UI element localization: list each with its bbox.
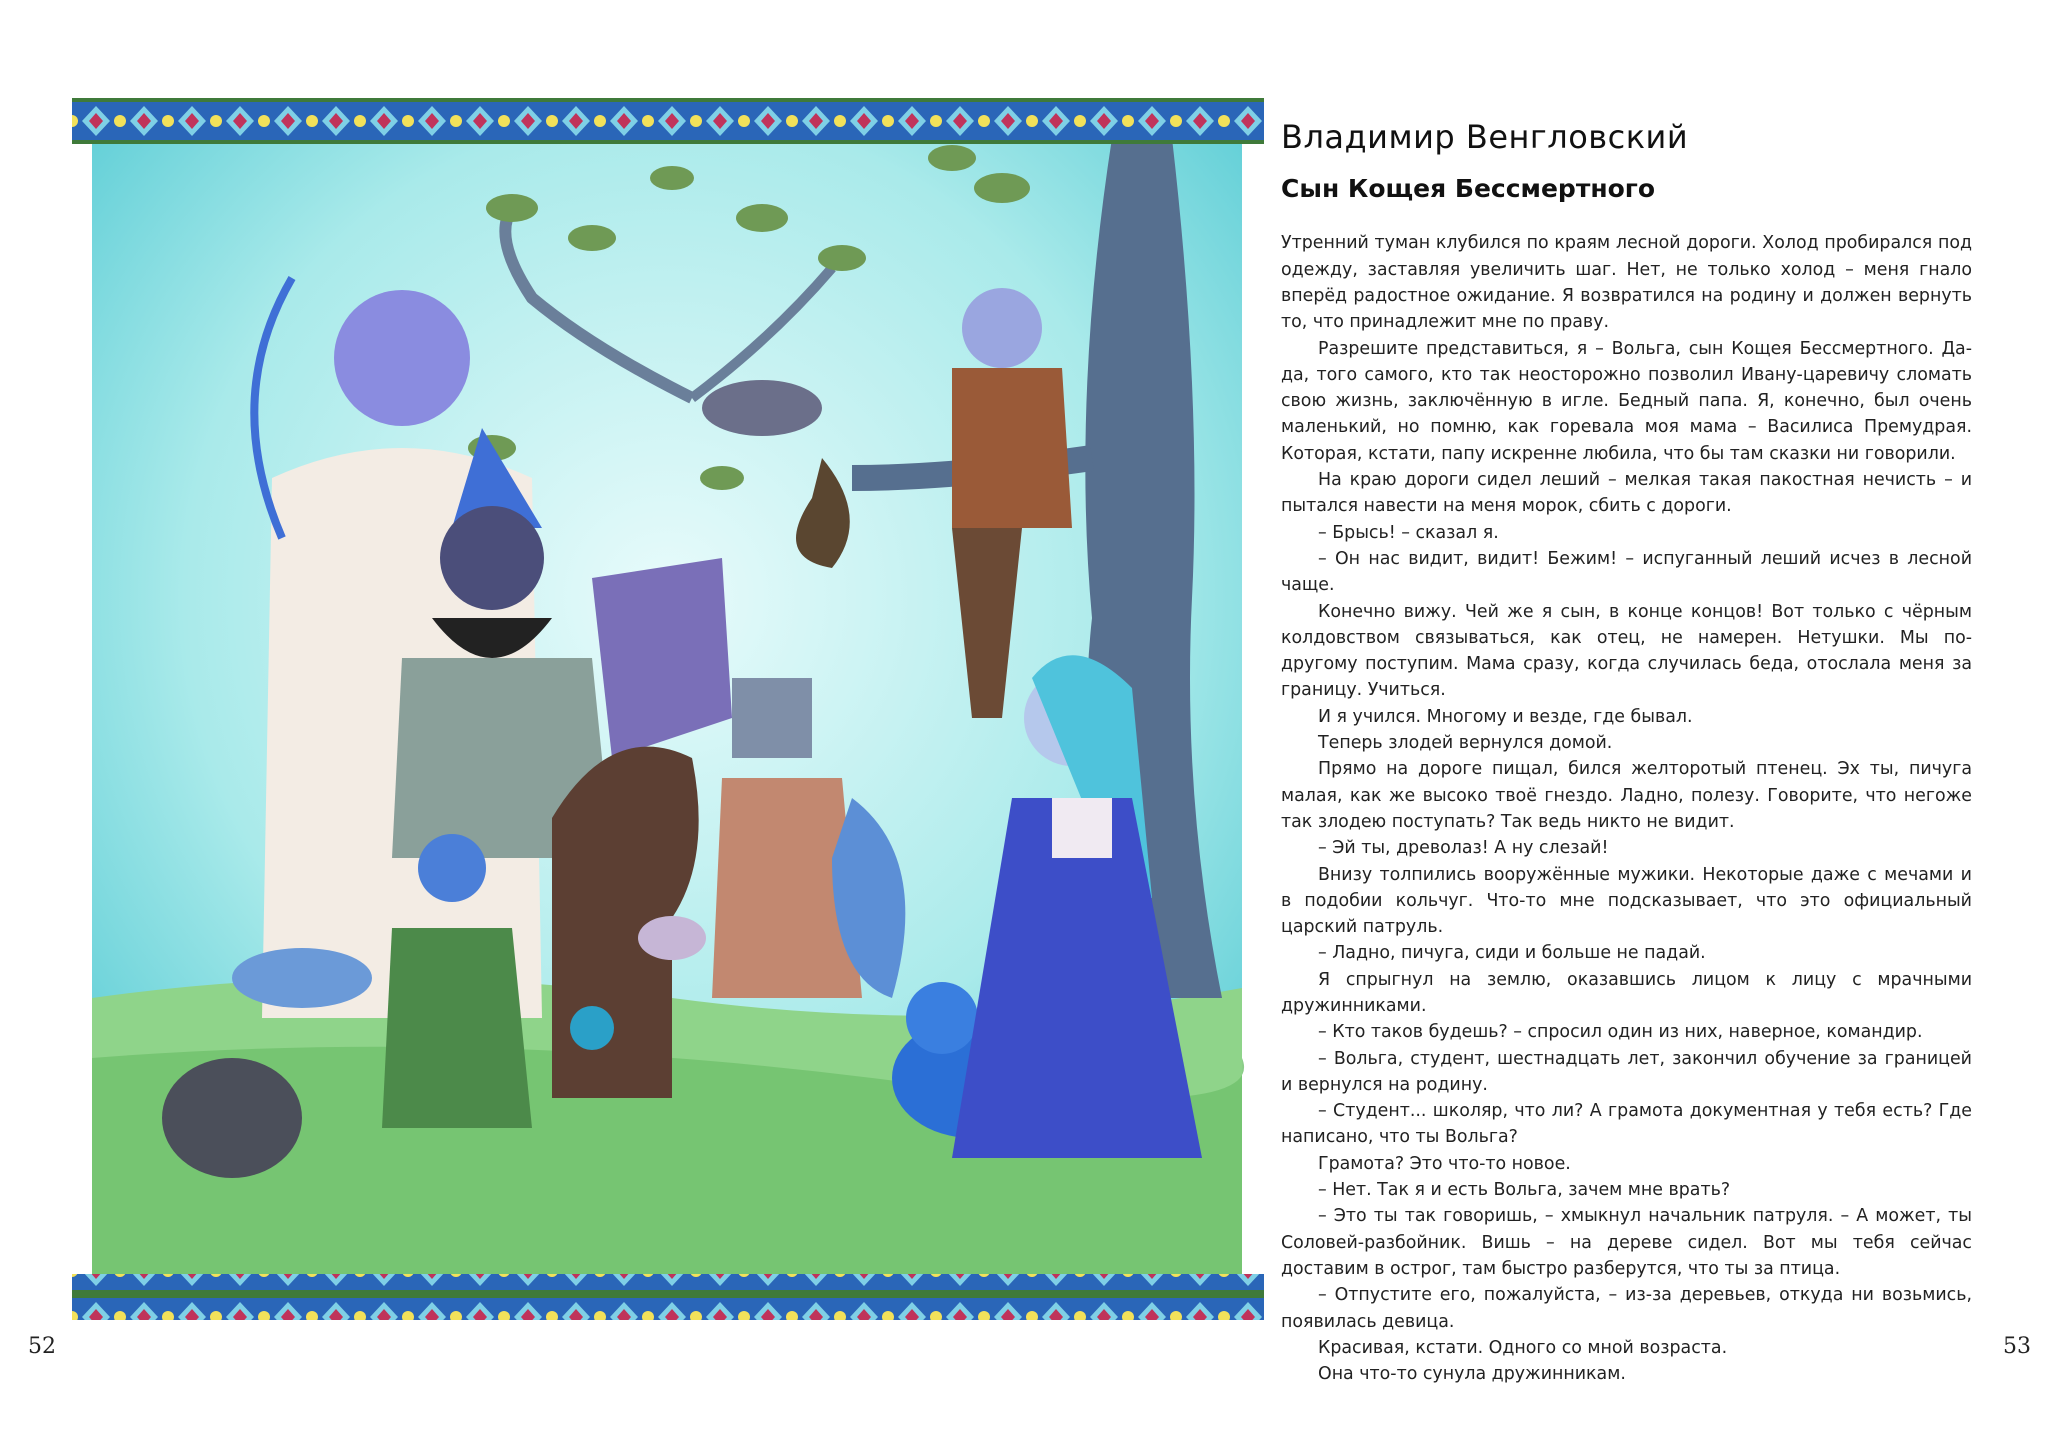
story-paragraph: Конечно вижу. Чей же я сын, в конце концов! Вот только с чёрным колдовством связываться, как отец, не намерен. Нетушки. Мы по-другому поступим. Мама сразу, когда случилась беда, отослала меня за границу. Учиться. [1281, 601, 1972, 701]
story-paragraph: Я спрыгнул на землю, оказавшись лицом к лицу с мрачными дружинниками. [1281, 969, 1972, 1016]
story-paragraph: И я учился. Многому и везде, где бывал. [1318, 706, 1693, 727]
story-paragraph: Внизу толпились вооружённые мужики. Некоторые даже с мечами и в подобии кольчуг. Что-то мне подсказывает, что это официальный царский патруль. [1281, 864, 1972, 938]
story-title: Сын Кощея Бессмертного [1281, 174, 1655, 204]
story-paragraph: – Студент... школяр, что ли? А грамота документная у тебя есть? Где написано, что ты Вольга? [1281, 1101, 1972, 1148]
story-paragraph: – Брысь! – сказал я. [1318, 522, 1499, 543]
story-paragraph: – Эй ты, древолаз! А ну слезай! [1318, 838, 1609, 859]
page-number-right: 53 [2003, 1334, 2031, 1359]
text-column [1281, 118, 1972, 1387]
story-paragraph: Она что-то сунула дружинникам. [1318, 1364, 1626, 1385]
story-paragraph: – Отпустите его, пожалуйста, – из-за деревьев, откуда ни возьмись, появилась девица. [1281, 1285, 1972, 1332]
story-paragraph: Разрешите представиться, я – Вольга, сын Кощея Бессмертного. Да-да, того самого, кто так неосторожно позволил Ивану-царевичу сломать свою жизнь, заключённую в игле. Бедный папа. Я, конечно, был очень маленький, но помню, как горевала моя мама – Василиса Премудрая. Которая, кстати, папу искренне любила, что бы там сказки ни говорили. [1281, 338, 1972, 464]
story-paragraph: Теперь злодей вернулся домой. [1318, 733, 1613, 754]
story-paragraph: – Это ты так говоришь, – хмыкнул начальник патруля. – А может, ты Соловей-разбойник. Вишь – на дереве сидел. Вот мы тебя сейчас доставим в острог, там быстро разберутся, что ты за птица. [1281, 1206, 1972, 1279]
story-paragraph: На краю дороги сидел леший – мелкая такая пакостная нечисть – и пытался навести на меня морок, сбить с дороги. [1281, 470, 1972, 517]
story-paragraph: Утренний туман клубился по краям лесной дороги. Холод пробирался под одежду, заставляя увеличить шаг. Нет, не только холод – меня гнало вперёд радостное ожидание. Я возвратился на родину и должен вернуть то, что принадлежит мне по праву. [1281, 233, 1972, 333]
story-paragraph: – Он нас видит, видит! Бежим! – испуганный леший исчез в лесной чаще. [1281, 548, 1972, 596]
story-paragraph: Прямо на дороге пищал, бился желторотый птенец. Эх ты, пичуга малая, как же высоко твоё гнездо. Ладно, полезу. Говорите, что негоже так злодею поступать? Так ведь никто не видит. [1281, 759, 1972, 832]
story-paragraph: – Вольга, студент, шестнадцать лет, закончил обучение за границей и вернулся на родину. [1281, 1048, 1972, 1095]
story-body [1281, 230, 1972, 1387]
story-paragraph: – Ладно, пичуга, сиди и больше не падай. [1318, 943, 1706, 964]
author-name: Владимир Венгловский [1281, 118, 1689, 156]
illustration [72, 98, 1264, 1320]
page-number-left: 52 [28, 1334, 56, 1359]
story-paragraph: – Кто таков будешь? – спросил один из них, наверное, командир. [1318, 1022, 1923, 1043]
story-paragraph: Грамота? Это что-то новое. [1318, 1153, 1571, 1174]
story-paragraph: – Нет. Так я и есть Вольга, зачем мне врать? [1318, 1180, 1731, 1201]
story-paragraph: Красивая, кстати. Одного со мной возраста. [1318, 1337, 1728, 1358]
